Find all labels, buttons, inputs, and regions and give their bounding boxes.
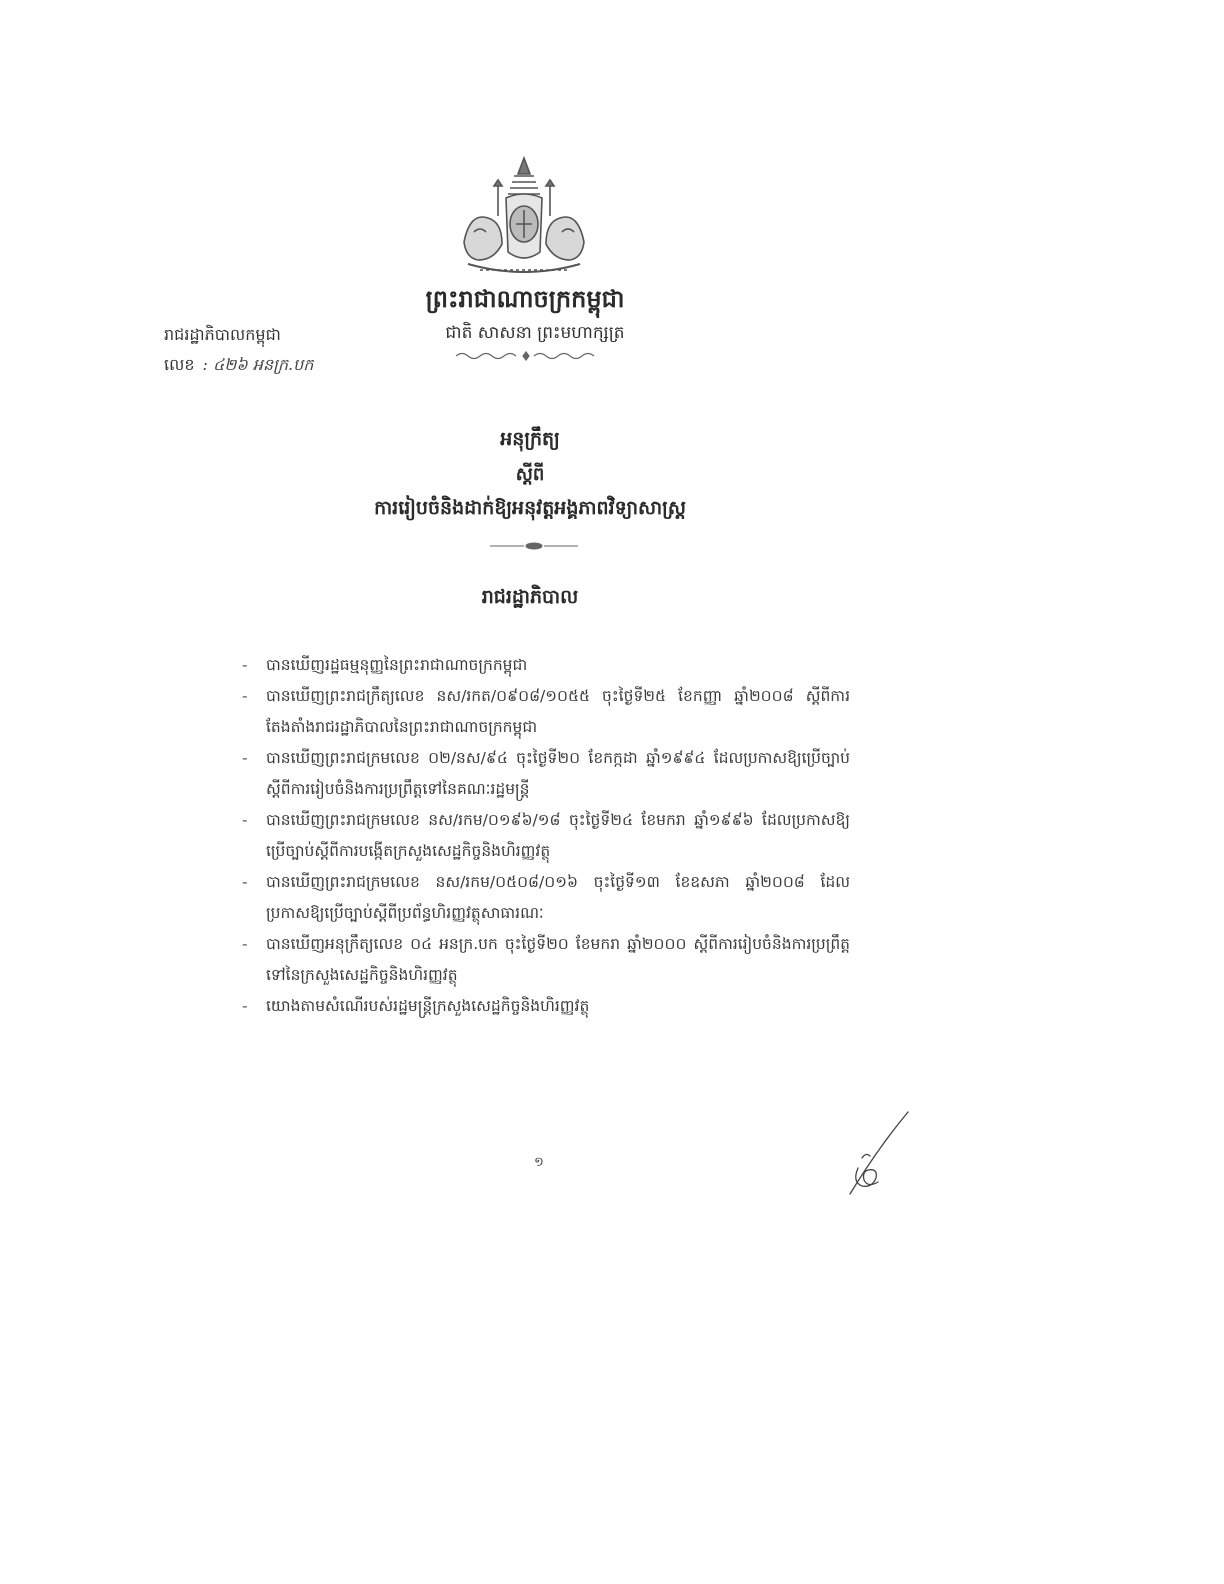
document-type: អនុក្រឹត្យ [500,428,560,450]
royal-emblem [458,152,590,284]
reference-number: : ៤២៦ អនក្រ.បក [202,355,314,374]
document-about: ស្តីពី [515,464,545,485]
list-item: - យោងតាមសំណើរបស់រដ្ឋមន្ត្រីក្រសួងសេដ្ឋកិច្ចនិងហិរញ្ញវត្ថុ [242,997,590,1015]
list-item: - បានឃើញព្រះរាជក្រឹត្យលេខ នស/រកត/០៩០៨/១០៥៥ ចុះថ្ងៃទី២៥ ខែកញ្ញា ឆ្នាំ២០០៨ ស្តីពីការតែងតាំងរាជរដ្ឋាភិបាលនៃព្រះរាជាណាចក្រកម្ពុជា [242,687,850,736]
considerations-list [240,650,850,1022]
list-item: - បានឃើញព្រះរាជក្រមលេខ នស/រកម/០១៩៦/១៨ ចុះថ្ងៃទី២៤ ខែមករា ឆ្នាំ១៩៩៦ ដែលប្រកាសឱ្យប្រើច្បាប់ស្តីពីការបង្កើតក្រសួងសេដ្ឋកិច្ចនិងហិរញ្ញវត្ថុ [242,811,850,860]
list-item: - បានឃើញអនុក្រឹត្យលេខ ០៤ អនក្រ.បក ចុះថ្ងៃទី២០ ខែមករា ឆ្នាំ២០០០ ស្តីពីការរៀបចំនិងការប្រព្រឹត្តទៅនៃក្រសួងសេដ្ឋកិច្ចនិងហិរញ្ញវត្ថុ [242,935,850,984]
national-motto: ជាតិ សាសនា ព្រះមហាក្សត្រ [445,323,625,343]
reference-label: លេខ [164,355,195,374]
handwritten-signature [838,1108,918,1198]
issuing-authority: រាជរដ្ឋាភិបាល [481,586,579,608]
reference-line [164,354,313,378]
kingdom-title: ព្រះរាជាណាចក្រកម្ពុជា [425,285,625,313]
motto-ornament [452,350,602,362]
issuer-name: រាជរដ្ឋាភិបាលកម្ពុជា [164,325,281,344]
document-subject: ការរៀបចំនិងដាក់ឱ្យអនុវត្តអង្គភាពវិទ្យាសាស្ត្រ [374,497,686,519]
page-number: ១ [534,1155,544,1170]
list-item: - បានឃើញព្រះរាជក្រមលេខ ០២/នស/៩៤ ចុះថ្ងៃទី២០ ខែកក្កដា ឆ្នាំ១៩៩៤ ដែលប្រកាសឱ្យប្រើច្បាប់ស្តីពីការរៀបចំនិងការប្រព្រឹត្តទៅនៃគណៈរដ្ឋមន្ត្រី [242,749,850,798]
list-item: - បានឃើញព្រះរាជក្រមលេខ នស/រកម/០៥០៨/០១៦ ចុះថ្ងៃទី១៣ ខែឧសភា ឆ្នាំ២០០៨ ដែលប្រកាសឱ្យប្រើច្បាប់ស្តីពីប្រព័ន្ធហិរញ្ញវត្ថុសាធារណៈ [242,873,850,922]
list-item: - បានឃើញរដ្ឋធម្មនុញ្ញនៃព្រះរាជាណាចក្រកម្ពុជា [242,656,528,674]
section-divider [488,541,580,551]
